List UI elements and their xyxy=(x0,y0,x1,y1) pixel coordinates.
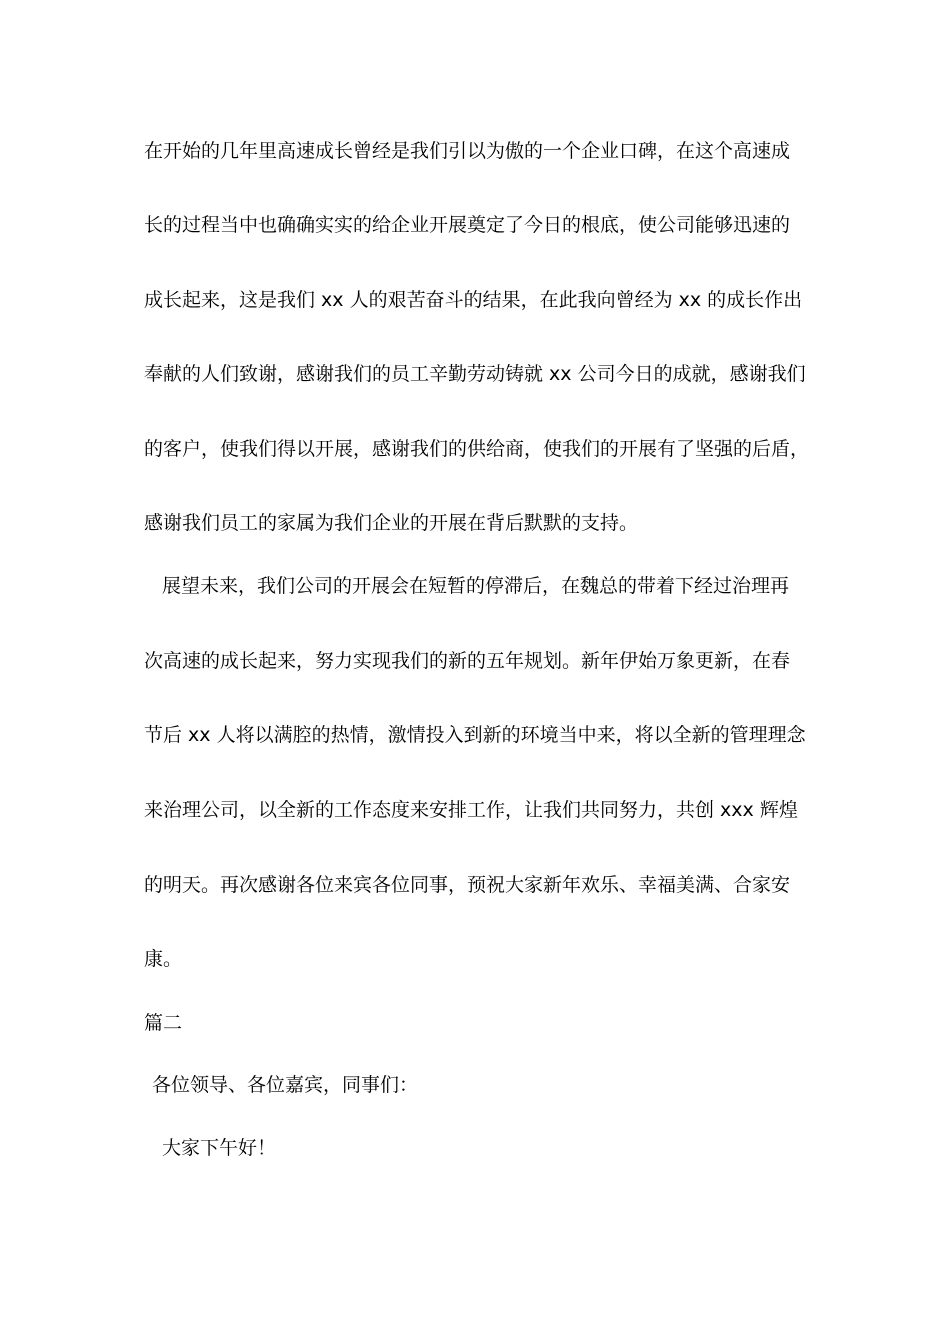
text-line: 奉献的人们致谢，感谢我们的员工辛勤劳动铸就 xx 公司今日的成就，感谢我们 xyxy=(144,363,806,385)
text-line: 长的过程当中也确确实实的给企业开展奠定了今日的根底，使公司能够迅速的 xyxy=(144,214,791,236)
salutation: 各位领导、各位嘉宾，同事们： xyxy=(152,1074,419,1096)
text-line: 节后 xx 人将以满腔的热情，激情投入到新的环境当中来，将以全新的管理理念 xyxy=(144,724,806,746)
section-heading: 篇二 xyxy=(144,1012,183,1034)
text-line: 的客户，使我们得以开展，感谢我们的供给商，使我们的开展有了坚强的后盾， xyxy=(144,438,810,460)
text-line: 来治理公司，以全新的工作态度来安排工作，让我们共同努力，共创 xxx 辉煌 xyxy=(144,799,798,821)
text-line: 感谢我们员工的家属为我们企业的开展在背后默默的支持。 xyxy=(144,512,639,534)
text-line: 康。 xyxy=(144,948,183,970)
text-line: 在开始的几年里高速成长曾经是我们引以为傲的一个企业口碑，在这个高速成 xyxy=(144,140,791,162)
text-line: 的明天。再次感谢各位来宾各位同事，预祝大家新年欢乐、幸福美满、合家安 xyxy=(144,874,791,896)
text-line: 成长起来，这是我们 xx 人的艰苦奋斗的结果，在此我向曾经为 xx 的成长作出 xyxy=(144,289,803,311)
text-line: 展望未来，我们公司的开展会在短暂的停滞后，在魏总的带着下经过治理再 xyxy=(162,575,790,597)
greeting: 大家下午好！ xyxy=(162,1137,277,1159)
text-line: 次高速的成长起来，努力实现我们的新的五年规划。新年伊始万象更新，在春 xyxy=(144,650,791,672)
